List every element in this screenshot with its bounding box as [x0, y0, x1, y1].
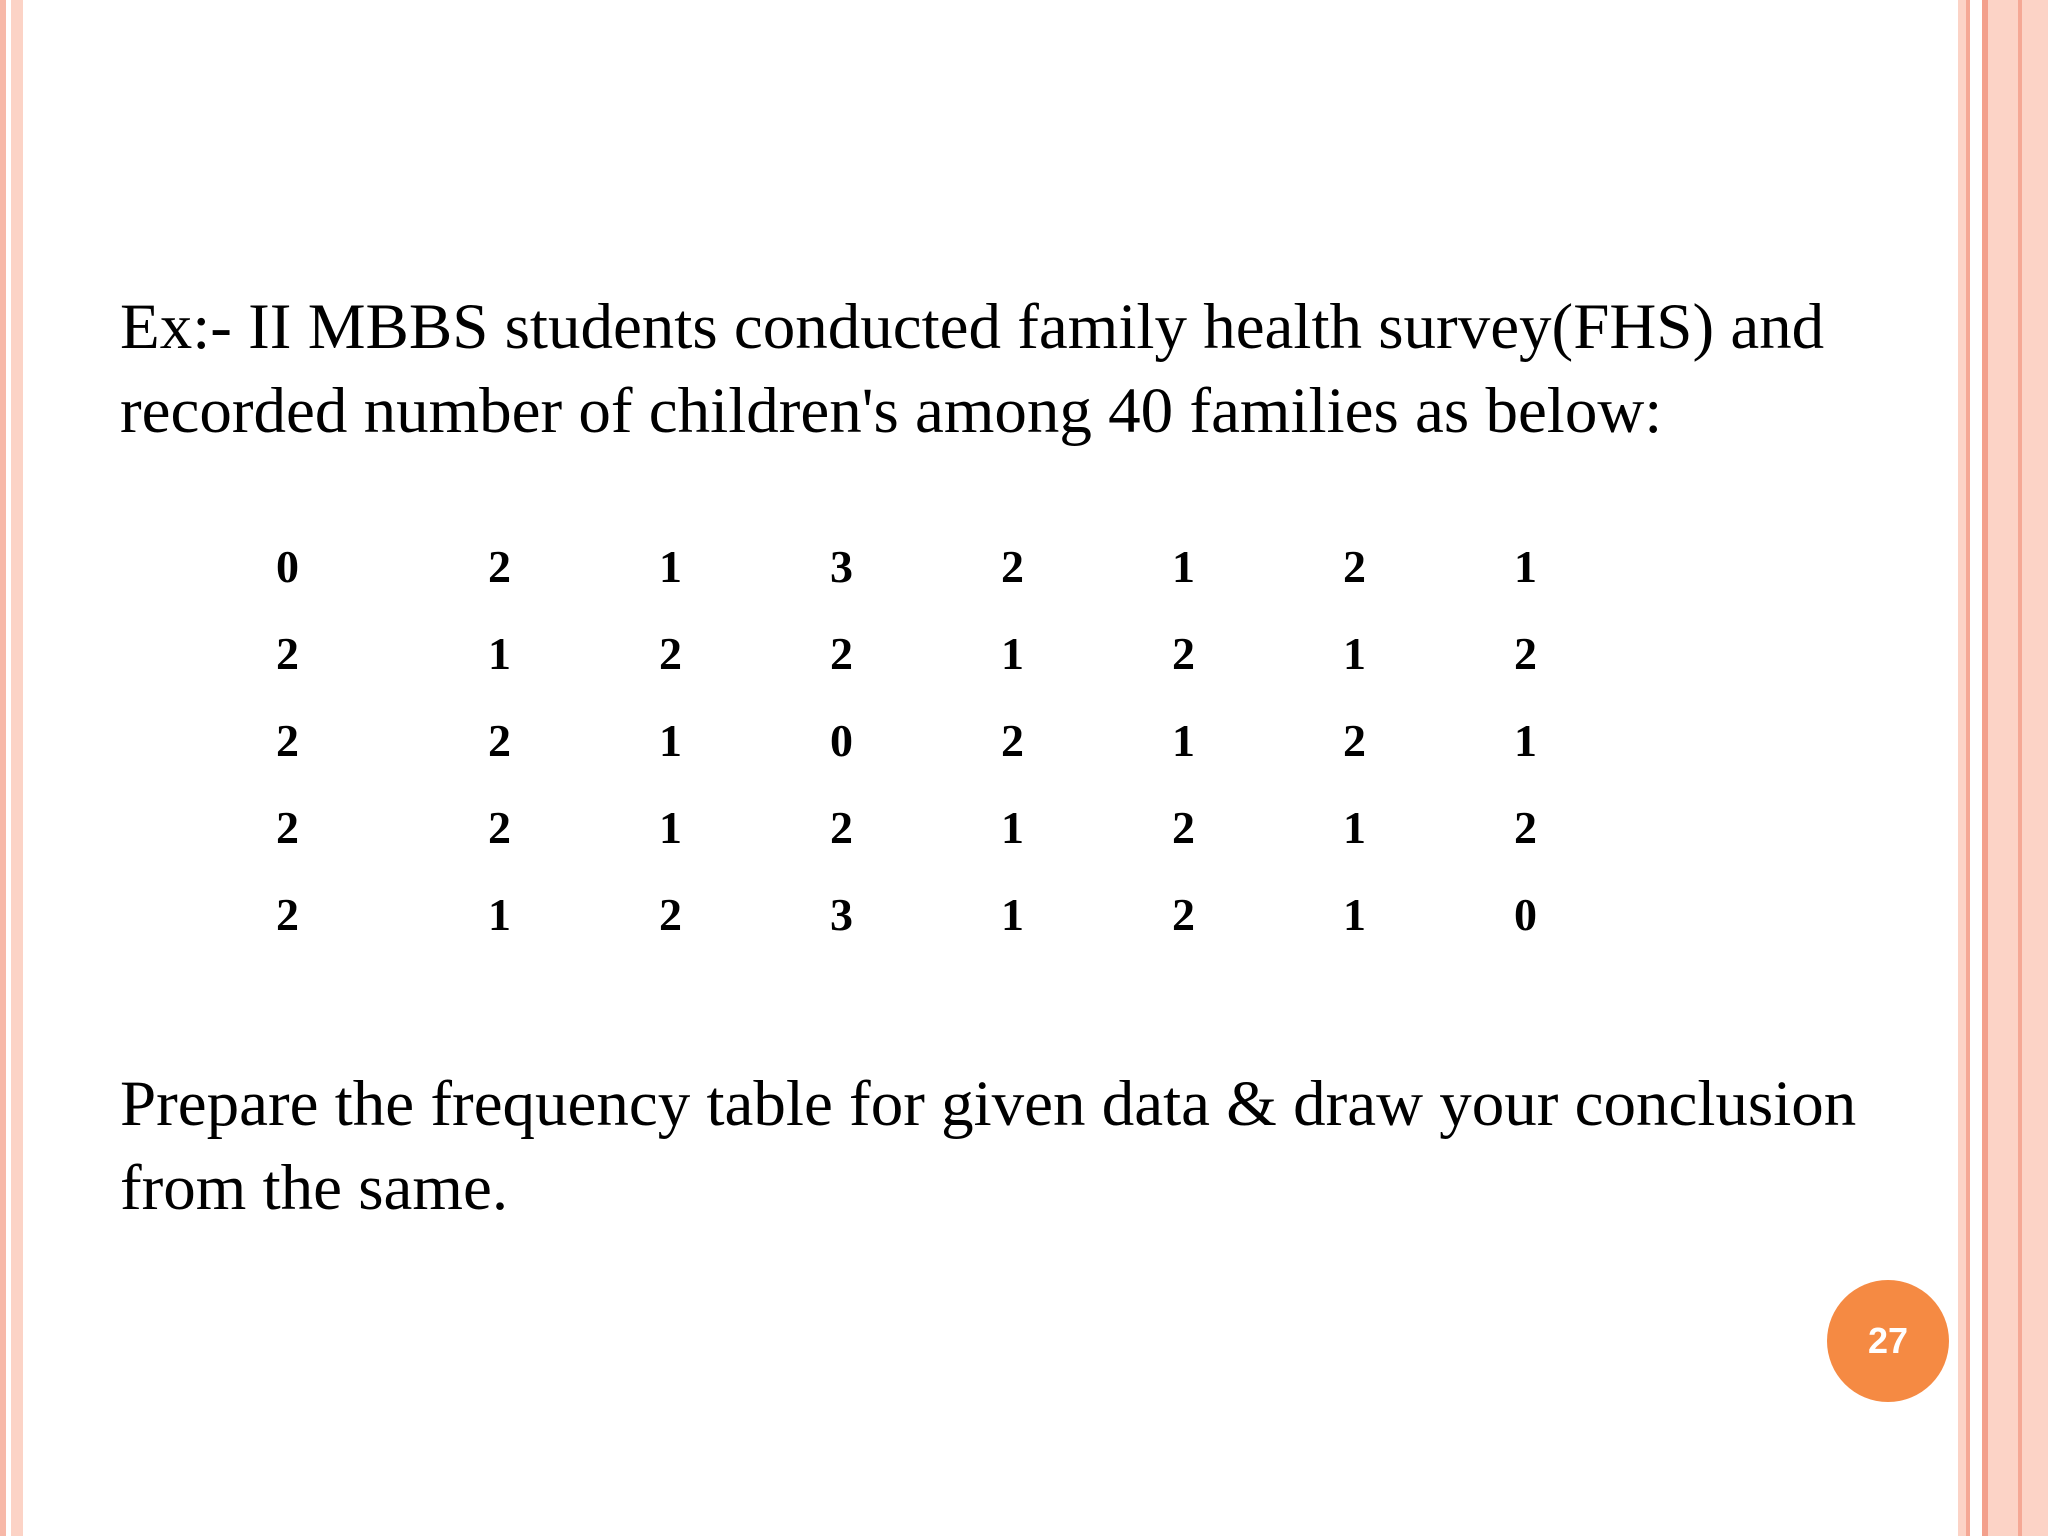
data-cell: 2	[276, 802, 299, 853]
data-cell: 1	[659, 715, 682, 766]
data-cell: 0	[1514, 889, 1537, 940]
data-cell: 2	[488, 715, 511, 766]
left-border-stripe	[0, 0, 6, 1536]
task-paragraph: Prepare the frequency table for given data & draw your conclusion from the same.	[120, 1068, 1857, 1224]
data-cell: 2	[276, 889, 299, 940]
data-cell: 2	[276, 628, 299, 679]
data-row	[220, 697, 1611, 784]
data-cell: 2	[1172, 802, 1195, 853]
data-cell: 2	[276, 715, 299, 766]
data-cell: 1	[1172, 715, 1195, 766]
data-cell: 2	[488, 802, 511, 853]
data-cell: 2	[1001, 715, 1024, 766]
data-cell: 2	[1514, 802, 1537, 853]
data-cell: 3	[830, 889, 853, 940]
data-cell: 3	[830, 541, 853, 592]
data-cell: 2	[1001, 541, 1024, 592]
data-cell: 1	[488, 628, 511, 679]
data-cell: 1	[1001, 889, 1024, 940]
data-cell: 1	[488, 889, 511, 940]
data-cell: 2	[830, 802, 853, 853]
left-border-band	[11, 0, 23, 1536]
data-cell: 0	[276, 541, 299, 592]
data-cell: 1	[1001, 802, 1024, 853]
data-cell: 1	[1172, 541, 1195, 592]
right-border-band	[2022, 0, 2048, 1536]
data-cell: 1	[1343, 889, 1366, 940]
right-border-band	[1988, 0, 2018, 1536]
data-row	[220, 523, 1611, 610]
data-row	[220, 610, 1611, 697]
data-cell: 1	[659, 802, 682, 853]
data-cell: 2	[1343, 715, 1366, 766]
data-cell: 1	[659, 541, 682, 592]
data-cell: 1	[1514, 541, 1537, 592]
intro-paragraph: Ex:- II MBBS students conducted family health survey(FHS) and recorded number of children's among 40 families as below:	[120, 291, 1825, 447]
right-border-gap	[1970, 0, 1982, 1536]
data-cell: 2	[659, 628, 682, 679]
data-cell: 2	[1172, 889, 1195, 940]
page-number-badge: 27	[1827, 1280, 1949, 1402]
data-cell: 1	[1001, 628, 1024, 679]
data-cell: 1	[1343, 802, 1366, 853]
data-cell: 1	[1514, 715, 1537, 766]
data-cell: 2	[1514, 628, 1537, 679]
data-cell: 2	[1343, 541, 1366, 592]
data-grid	[220, 523, 1611, 958]
data-cell: 2	[1172, 628, 1195, 679]
data-row	[220, 871, 1611, 958]
data-row	[220, 784, 1611, 871]
data-cell: 2	[659, 889, 682, 940]
data-cell: 2	[830, 628, 853, 679]
right-border-stripe	[1958, 0, 1966, 1536]
data-cell: 2	[488, 541, 511, 592]
data-cell: 0	[830, 715, 853, 766]
data-cell: 1	[1343, 628, 1366, 679]
